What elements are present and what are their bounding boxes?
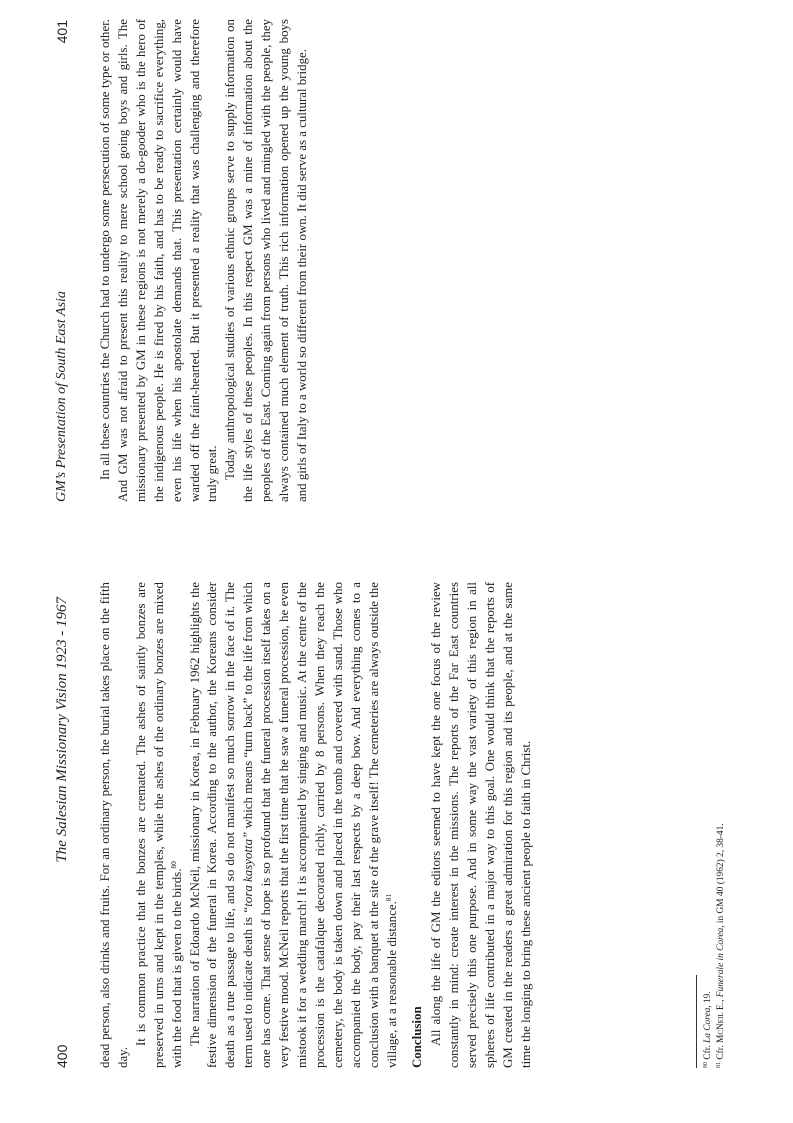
right-running-head (52, 20, 72, 502)
right-paragraph-2: Today anthropological studies of various ethnic groups serve to supply information on the life styles of these peoples. In this respect GM was a mine of information about the peoples of the East. Coming again from persons who lived and mingled with the people, they always contained much element of truth. This rich information opened up the young boys and girls of Italy to a world so different from their own. It did serve as a cultural bridge. (223, 19, 309, 502)
left-paragraph-4: All along the life of GM the editors seemed to have kept the one focus of the review constantly in mind: create interest in the missions. The reports of the Far East countries served precisely this one purpose. And in some way the vast variety of this region in all spheres of life contributed in a major way to this goal. One would think that the reports of GM created in the readers a great admiration for this region and its people, and at the same time the longing to bring these ancient people to faith in Christ. (429, 582, 533, 1068)
term-tora-kasyotta: “tora kasyotta” (241, 831, 256, 914)
right-page-number: 401 (54, 20, 70, 44)
left-page (0, 562, 793, 1123)
right-page-body (97, 19, 312, 502)
left-running-head (52, 597, 72, 1068)
footnote-81: $^{81}$ Cfr. McNeil E., Funerale in Corea, in GM 40 (1962) 2, 38-41. (716, 823, 726, 1068)
left-page-number: 400 (54, 1044, 70, 1068)
left-page-body (97, 582, 536, 1068)
left-paragraph-3: The narration of Edoardo McNeil, missionary in Korea, in February 1962 highlights the festive dimension of the funeral in Korea. According to the author, the Koreans consider death as a true passage to life, and so do not manifest so much sorrow in the face of it. The term used to indicate death is “tora kasyotta” which means “turn back” to the life from which one has come. That sense of hope is so profound that the funeral procession itself takes on a very festive mood. McNeil reports that the first time that he saw a funeral procession, he even mistook it for a wedding march! It is accompanied by singing and music. At the centre of the procession is the catafalque decorated richly, carried by 8 persons. When they reach the cemetery, the body is taken down and placed in the tomb and covered with sand. Those who accompanied the body, pay their last respects by a deep bow. And everything comes to a conclusion with a banquet at the site of the grave itself! The cemeteries are always outside the village, at a reasonable distance.$^{81}$ (187, 582, 399, 1068)
right-running-title: GM’s Presentation of South East Asia (54, 291, 69, 502)
footnote-ref-80: 80 (168, 861, 178, 869)
footnote-rule (696, 975, 697, 1068)
footnote-80: $^{80}$ Cfr. La Corea, 19. (703, 991, 713, 1068)
left-running-title: The Salesian Missionary Vision 1923 - 1967 (54, 597, 70, 863)
right-paragraph-1: In all these countries the Church had to undergo some persecution of some type or other. And GM was not afraid to present this reality to mere school going boys and girls. The missionary presented by GM in these regions is not merely a do-gooder who is the hero of the indigenous people. He is fired by his faith, and has to be ready to sacrifice everything, even his life when his apostolate demands that. This presentation certainly would have warded off the faint-hearted. But it presented a reality that was challenging and therefore truly great. (98, 19, 220, 502)
left-paragraph-1: dead person, also drinks and fruits. For an ordinary person, the burial takes place on the fifth day. (98, 582, 130, 1068)
section-heading-conclusion: Conclusion (410, 1006, 425, 1068)
left-paragraph-2: It is common practice that the bonzes are cremated. The ashes of saintly bonzes are preserved in urns and kept in the temples, while the ashes of the ordinary bonzes are mixed with the food that is given to the birds.$^{80}$ (133, 582, 184, 1068)
footnote-ref-81: 81 (383, 893, 393, 902)
footnotes (702, 582, 728, 1068)
